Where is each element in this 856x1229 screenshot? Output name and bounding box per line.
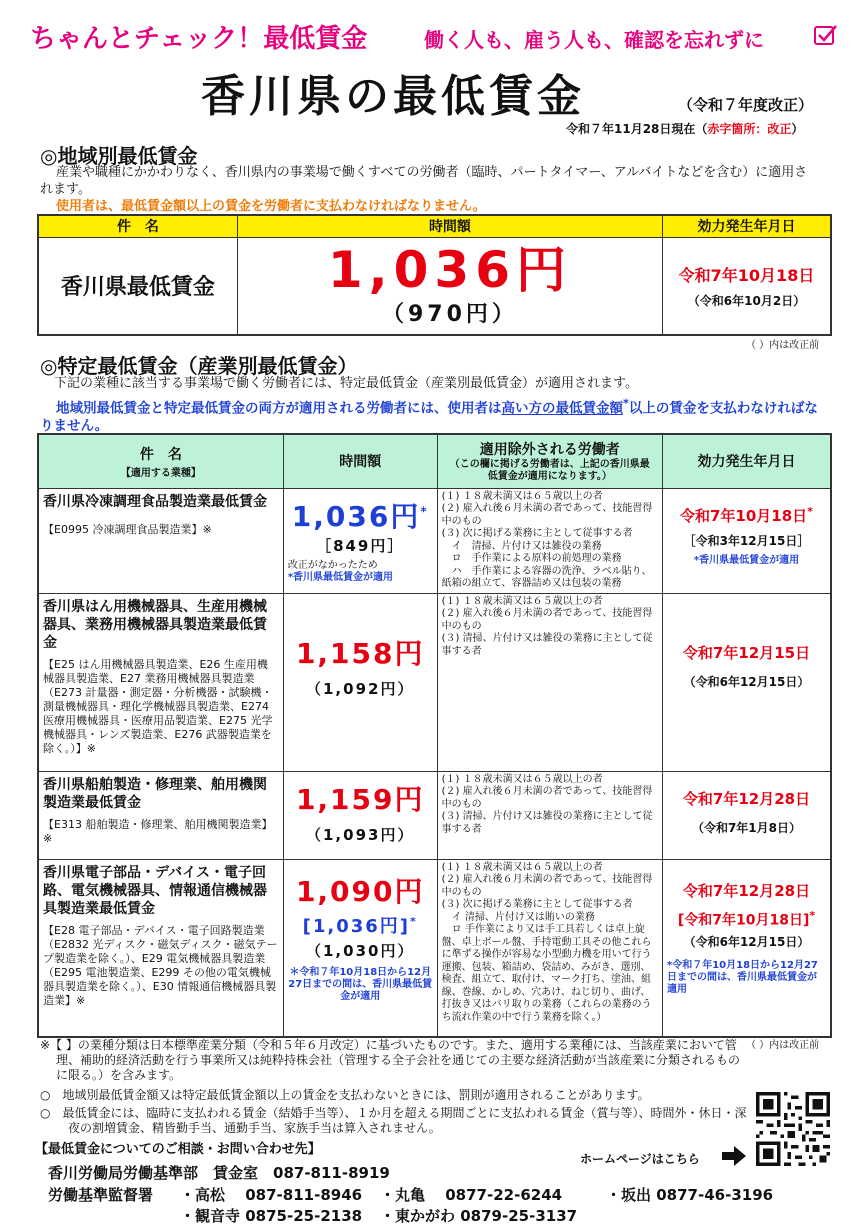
office-sakaide: ・坂出 0877-46-3196 [606, 1186, 774, 1204]
as-of-date: 令和７年11月28日現在（赤字箇所：改正） [566, 122, 804, 136]
penalty-note: ○ 地域別最低賃金額又は特定最低賃金額以上の賃金を支払わないときには、罰則が適用されることがあります。 [40, 1088, 650, 1102]
date-note: *令和７年10月18日から12月27日までの間は、香川県最低賃金が適用 [666, 960, 818, 996]
col-date: 効力発生年月日 [663, 215, 832, 237]
industry-name: 香川県船舶製造・修理業、舶用機関製造業最低賃金 [43, 776, 267, 811]
prev-wage: （1,030円） [306, 941, 415, 960]
industry-code: 【E0995 冷凍調理食品製造業】※ [43, 522, 212, 536]
prev-date: （令和6年12月15日） [683, 935, 810, 950]
excluded-workers: (１) １８歳未満又は６５歳以上の者 (２) 雇入れ後６月未満の者であって、技能習得中のもの (３) 清掃、片付け又は雑役の業務に主として従事する者 [437, 771, 662, 859]
classification-note: ※【 】の業種分類は日本標準産業分類（令和５年６月改定）に基づいたものです。また、適用する業種には、当該産業において管理、補助的経済活動を行う事業所又は純粋持株会社（管理する全子会社を通じての主要な経済活動が当該産業に分類されるものに限る。）を含みます。 [40, 1038, 741, 1082]
regional-heading: ◎地域別最低賃金 [40, 144, 198, 168]
bureau-contact: 香川労働局労働基準部 賃金室 087-811-8919 [48, 1164, 390, 1182]
col-name: 件 名 【適用する業種】 [38, 434, 283, 488]
wage-value: 1,158円 [295, 636, 425, 670]
wage-value: 1,036円* [291, 499, 429, 533]
specific-desc: 下記の業種に該当する事業場で働く労働者には、特定最低賃金（産業別最低賃金）が適用されます。 [54, 376, 638, 391]
regional-footnote: （ ）内は改正前 [746, 340, 820, 351]
regional-date: 令和7年10月18日 [678, 265, 815, 285]
industry-code: 【E28 電子部品・デバイス・電子回路製造業（E2832 光ディスク・磁気ディスク・磁気テープ製造業を除く。）、E29 電気機械器具製造業（E295 電池製造業、E299 その他の電気機械器具製造業を除く。）、E30 情報通信機械器具製造業】※ [43, 923, 278, 1007]
specific-note: 地域別最低賃金と特定最低賃金の両方が適用される労働者には、使用者は高い方の最低賃金額*以上の賃金を支払わなければなりません。 [40, 397, 818, 434]
excluded-workers: (１) １８歳未満又は６５歳以上の者 (２) 雇入れ後６月未満の者であって、技能習得中のもの (３) 次に掲げる業務に主として従事する者 イ 清掃、片付け又は賄いの業務 ロ 手作業により又は手工具若しくは卓上旋盤、卓上ボール盤、手持電動工具その他これらに準ずる操作が容易な小型動力機を用いて行う運搬、包装、箱詰め、袋詰め、みがき、選別、検査、組立て、取付け、マーク打ち、塗油、組線、巻線、かしめ、穴あけ、ねじ切り、曲げ、打抜き又はバリ取りの業務（これらの業務のうち流れ作業の中で行う業務を除く。） [437, 859, 662, 1037]
page-title: 香川県の最低賃金 [201, 71, 585, 122]
bracket-date: [令和7年10月18日]* [677, 908, 816, 929]
excluded-workers: (１) １８歳未満又は６５歳以上の者 (２) 雇入れ後６月未満の者であって、技能習得中のもの (３) 清掃、片付け又は雑役の業務に主として従事する者 [437, 593, 662, 771]
bracket-wage: [1,036円]* [302, 914, 418, 937]
table-row [38, 488, 831, 593]
exclusions-note: ○ 最低賃金には、臨時に支払われる賃金（結婚手当等）、１か月を超える期間ごとに支払われる賃金（賞与等）、時間外・休日・深夜の割増賃金、精皆勤手当、通勤手当、家族手当は算入されません。 [40, 1106, 747, 1135]
effective-date: 令和7年12月28日 [682, 881, 811, 900]
prev-date: （令和7年1月8日） [691, 820, 802, 835]
regional-table [37, 214, 832, 336]
office-takamatsu: ・高松 087-811-8946 [180, 1186, 363, 1204]
table-row [38, 859, 831, 1037]
col-wage: 時間額 [237, 215, 662, 237]
regional-wage: 1,036円 [327, 241, 573, 300]
industry-name: 香川県はん用機械器具、生産用機械器具、業務用機械器具製造業最低賃金 [43, 598, 267, 651]
contact-heading: 【最低賃金についてのご相談・お問い合わせ先】 [35, 1142, 321, 1157]
homepage-label[interactable]: ホームページはこちら [580, 1152, 700, 1166]
excluded-workers: (１) １８歳未満又は６５歳以上の者 (２) 雇入れ後６月未満の者であって、技能習得中のもの (３) 次に掲げる業務に主として従事する者 イ 清掃、片付け又は雑役の業務 ロ 手作業による原料の前処理の業務 ハ 手作業による容器の洗浄、ラベル貼り、紙箱の組立て、容器詰め又は包装の業務 [437, 488, 662, 593]
table-row [38, 771, 831, 859]
qr-code-icon[interactable] [756, 1092, 830, 1166]
effective-date: 令和7年12月15日 [682, 643, 811, 662]
regional-warning: 使用者は、最低賃金額以上の賃金を労働者に支払わなければなりません。 [56, 199, 486, 214]
prev-wage: （1,092円） [306, 679, 415, 698]
date-note: *香川県最低賃金が適用 [693, 554, 800, 566]
tagline-sub: 働く人も、雇う人も、確認を忘れずに [424, 28, 764, 52]
industry-code: 【E313 船舶製造・修理業、舶用機関製造業】※ [43, 817, 273, 845]
col-wage: 時間額 [283, 434, 437, 488]
wage-note: 改正がなかったため [287, 559, 378, 571]
prev-wage: （1,093円） [306, 825, 415, 844]
prev-date: （令和6年12月15日） [683, 674, 810, 689]
table-row [38, 593, 831, 771]
inspection-label: 労働基準監督署 [48, 1186, 154, 1204]
regional-prev-wage: （970円） [381, 302, 518, 328]
col-date: 効力発生年月日 [662, 434, 831, 488]
regional-name: 香川県最低賃金 [38, 237, 237, 335]
industry-code: 【E25 はん用機械器具製造業、E26 生産用機械器具製造業、E27 業務用機械器具製造業（E273 計量器・測定器・分析機器・試験機・測量機械器具・理化学機械器具製造業、E274 医療用機械器具・医療用品製造業、E275 光学機械器具・レンズ製造業、E276 武器製造業を除く。）】※ [43, 657, 273, 755]
effective-date: 令和7年12月28日 [682, 789, 811, 808]
wage-value: 1,159円 [295, 782, 425, 816]
specific-table [37, 433, 832, 1038]
industry-name: 香川県電子部品・デバイス・電子回路、電気機械器具、情報通信機械器具製造業最低賃金 [43, 864, 267, 917]
office-higashikagawa: ・東かがわ 0879-25-3137 [380, 1207, 578, 1225]
tagline: ちゃんとチェック！最低賃金 [30, 24, 368, 54]
prev-wage: ［849円］ [316, 536, 405, 555]
specific-heading: ◎特定最低賃金（産業別最低賃金） [40, 354, 358, 378]
industry-name: 香川県冷凍調理食品製造業最低賃金 [43, 493, 267, 510]
office-kanonji: ・観音寺 0875-25-2138 [180, 1207, 363, 1225]
col-name: 件 名 [38, 215, 237, 237]
arrow-right-icon [722, 1146, 746, 1166]
wage-note: ＊令和７年10月18日から12月27日までの間は、香川県最低賃金が適用 [288, 966, 433, 1002]
col-excl: 適用除外される労働者 （この欄に掲げる労働者は、上記の香川県最低賃金が適用になります。） [437, 434, 662, 488]
checkbox-icon [814, 24, 838, 46]
wage-note-2: *香川県最低賃金が適用 [287, 571, 394, 583]
office-marugame: ・丸亀 0877-22-6244 [380, 1186, 563, 1204]
title-revision: （令和７年度改正） [678, 96, 814, 114]
regional-prev-date: （令和6年10月2日） [687, 293, 806, 308]
specific-footnote: （ ）内は改正前 [746, 1040, 820, 1051]
prev-date: ［令和3年12月15日］ [683, 533, 810, 548]
regional-desc: 産業や職種にかかわりなく、香川県内の事業場で働くすべての労働者（臨時、パートタイマー、アルバイトなどを含む）に適用されます。 [40, 165, 808, 197]
wage-value: 1,090円 [295, 874, 425, 908]
effective-date: 令和7年10月18日* [680, 504, 813, 525]
